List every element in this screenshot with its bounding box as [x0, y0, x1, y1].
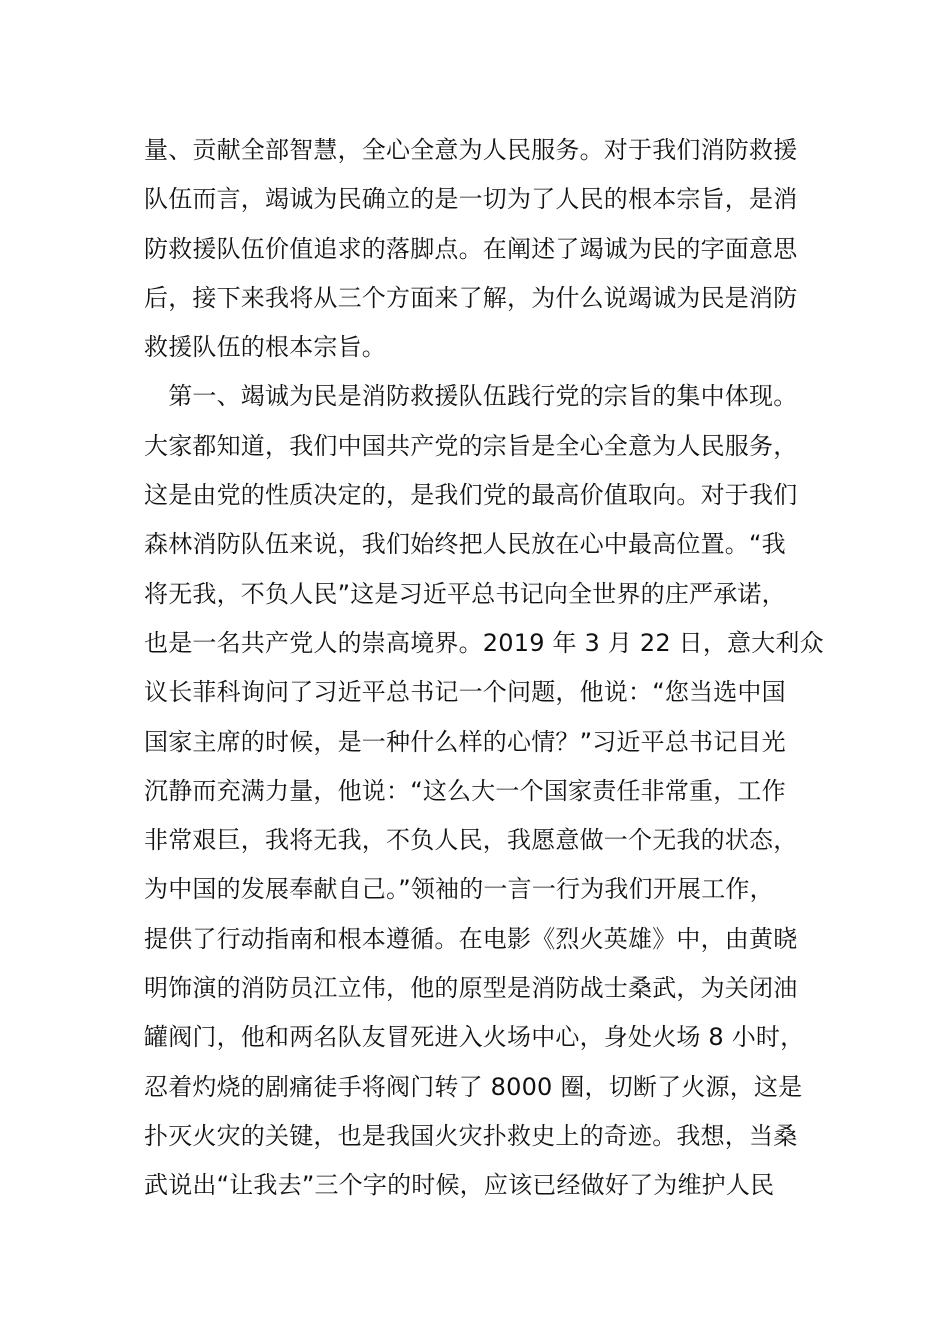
text-line: 这是由党的性质决定的，是我们党的最高价值取向。对于我们: [144, 481, 798, 510]
text-line: 森林消防队伍来说，我们始终把人民放在心中最高位置。“我: [144, 530, 786, 559]
text-line: 大家都知道，我们中国共产党的宗旨是全心全意为人民服务，: [144, 431, 798, 460]
text-line: 后，接下来我将从三个方面来了解，为什么说竭诚为民是消防: [144, 283, 798, 312]
text-line: 将无我，不负人民”这是习近平总书记向全世界的庄严承诺，: [144, 579, 786, 608]
text-line: 量、贡献全部智慧，全心全意为人民服务。对于我们消防救援: [144, 136, 798, 164]
text-line: 第一、竭诚为民是消防救援队伍践行党的宗旨的集中体现。: [144, 382, 798, 411]
text-line: 为中国的发展奉献自己。”领袖的一言一行为我们开展工作，: [144, 875, 774, 904]
text-line: 沉静而充满力量，他说：“这么大一个国家责任非常重，工作: [144, 776, 786, 805]
text-line: 明饰演的消防员江立伟，他的原型是消防战士桑武，为关闭油: [144, 974, 798, 1003]
text-line: 扑灭火灾的关键，也是我国火灾扑救史上的奇迹。我想，当桑: [144, 1121, 798, 1150]
text-line: 忍着灼烧的剧痛徒手将阀门转了 8000 圈，切断了火源，这是: [144, 1072, 803, 1101]
text-line: 武说出“让我去”三个字的时候，应该已经做好了为维护人民: [144, 1171, 775, 1200]
text-line: 也是一名共产党人的崇高境界。2019 年 3 月 22 日，意大利众: [144, 628, 824, 657]
text-line: 议长菲科询问了习近平总书记一个问题，他说：“您当选中国: [144, 678, 786, 707]
text-line: 国家主席的时候，是一种什么样的心情？”习近平总书记目光: [144, 727, 786, 756]
body-text: [144, 126, 824, 1211]
text-line: 队伍而言，竭诚为民确立的是一切为了人民的根本宗旨，是消: [144, 185, 798, 214]
text-line: 非常艰巨，我将无我，不负人民，我愿意做一个无我的状态，: [144, 826, 798, 855]
text-line: 防救援队伍价值追求的落脚点。在阐述了竭诚为民的字面意思: [144, 234, 798, 263]
text-line: 提供了行动指南和根本遵循。在电影《烈火英雄》中，由黄晓: [144, 924, 798, 953]
text-line: 罐阀门，他和两名队友冒死进入火场中心，身处火场 8 小时，: [144, 1023, 805, 1052]
text-line: 救援队伍的根本宗旨。: [144, 333, 386, 362]
